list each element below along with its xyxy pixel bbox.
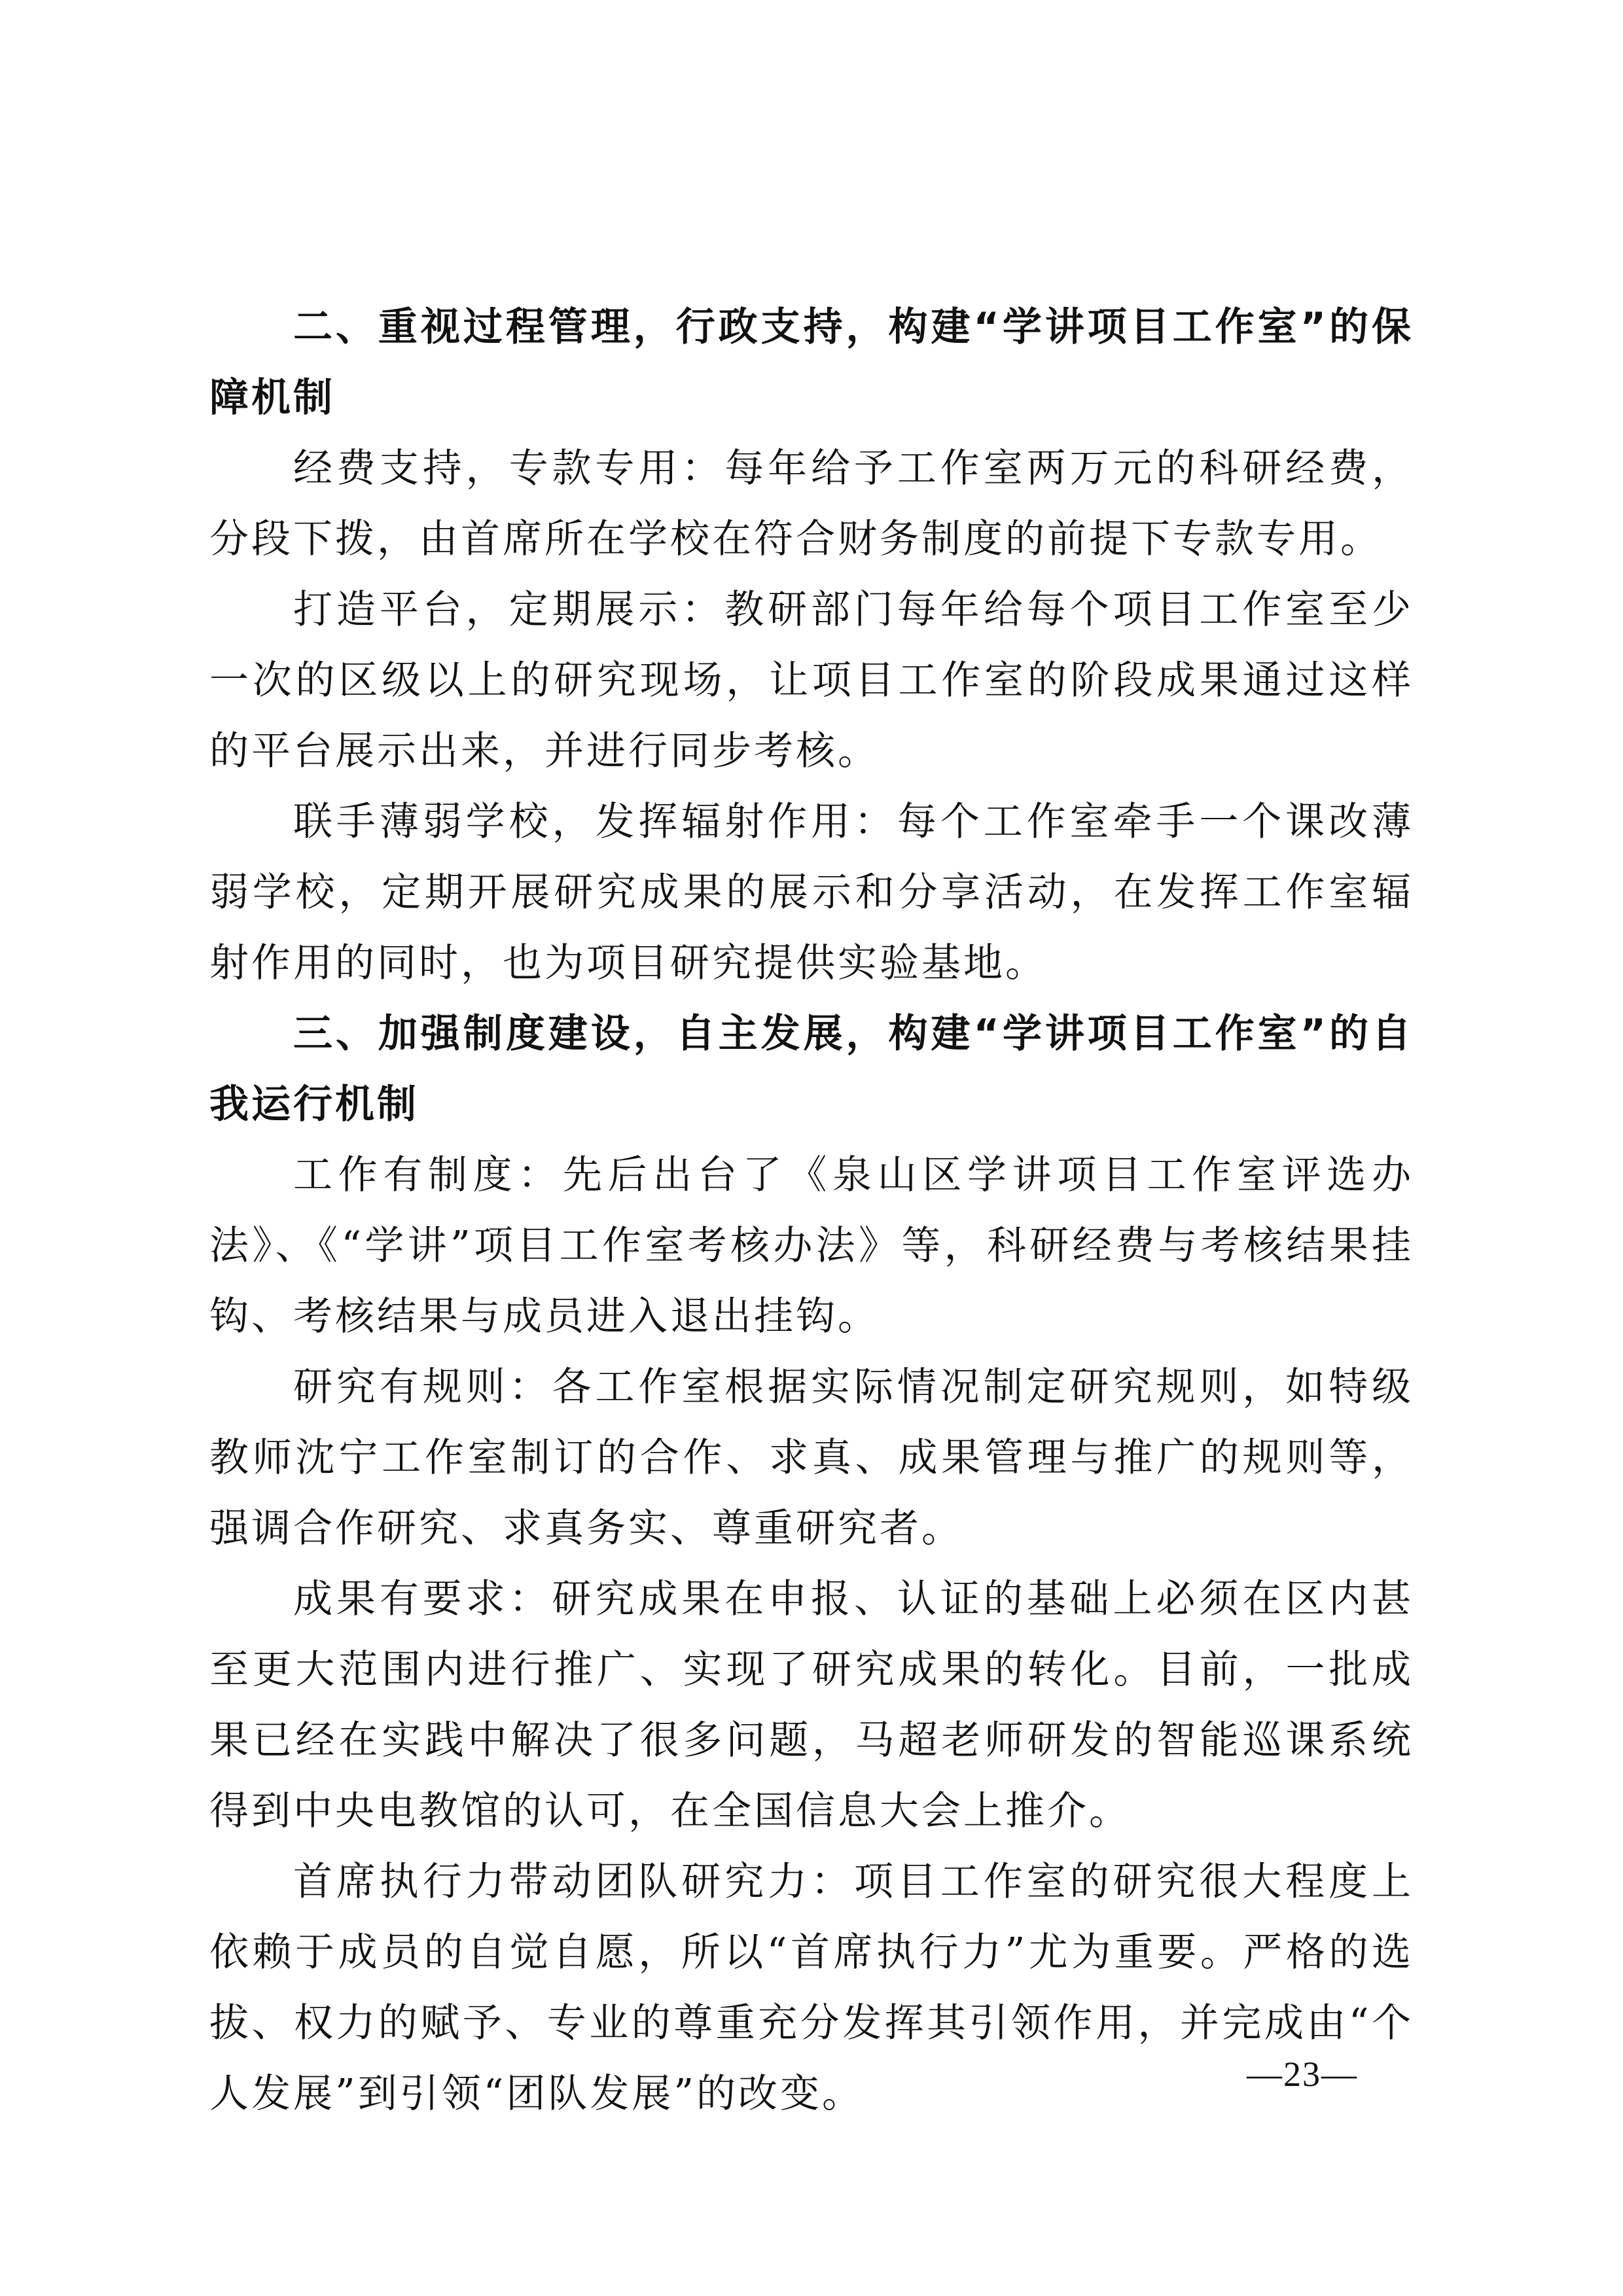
document-body <box>209 292 1414 2129</box>
page-number: —23— <box>1247 2055 1358 2094</box>
paragraph-research-rules: 研究有规则：各工作室根据实际情况制定研究规则，如特级教师沈宁工作室制订的合作、求真、成果管理与推广的规则等，强调合作研究、求真务实、尊重研究者。 <box>209 1364 1414 1551</box>
paragraph-work-system: 工作有制度：先后出台了《泉山区学讲项目工作室评选办法》、《“学讲”项目工作室考核办法》等，科研经费与考核结果挂钩、考核结果与成员进入退出挂钩。 <box>209 1152 1414 1339</box>
section-heading-3: 三、加强制度建设，自主发展，构建“学讲项目工作室”的自我运行机制 <box>209 1011 1414 1127</box>
paragraph-funding: 经费支持，专款专用：每年给予工作室两万元的科研经费，分段下拨，由首席所在学校在符合财务制度的前提下专款专用。 <box>209 446 1414 562</box>
paragraph-platform: 打造平台，定期展示：教研部门每年给每个项目工作室至少一次的区级以上的研究现场，让项目工作室的阶段成果通过这样的平台展示出来，并进行同步考核。 <box>209 587 1414 774</box>
section-heading-2: 二、重视过程管理，行政支持，构建“学讲项目工作室”的保障机制 <box>209 304 1414 421</box>
paragraph-results: 成果有要求：研究成果在申报、认证的基础上必须在区内甚至更大范围内进行推广、实现了研究成果的转化。目前，一批成果已经在实践中解决了很多问题，马超老师研发的智能巡课系统得到中央电教馆的认可，在全国信息大会上推介。 <box>209 1576 1414 1834</box>
paragraph-leadership: 首席执行力带动团队研究力：项目工作室的研究很大程度上依赖于成员的自觉自愿，所以“首席执行力”尤为重要。严格的选拔、权力的赋予、专业的尊重充分发挥其引领作用，并完成由“个人发展”到引领“团队发展”的改变。 <box>209 1859 1414 2117</box>
paragraph-weak-schools: 联手薄弱学校，发挥辐射作用：每个工作室牵手一个课改薄弱学校，定期开展研究成果的展示和分享活动，在发挥工作室辐射作用的同时，也为项目研究提供实验基地。 <box>209 799 1414 986</box>
